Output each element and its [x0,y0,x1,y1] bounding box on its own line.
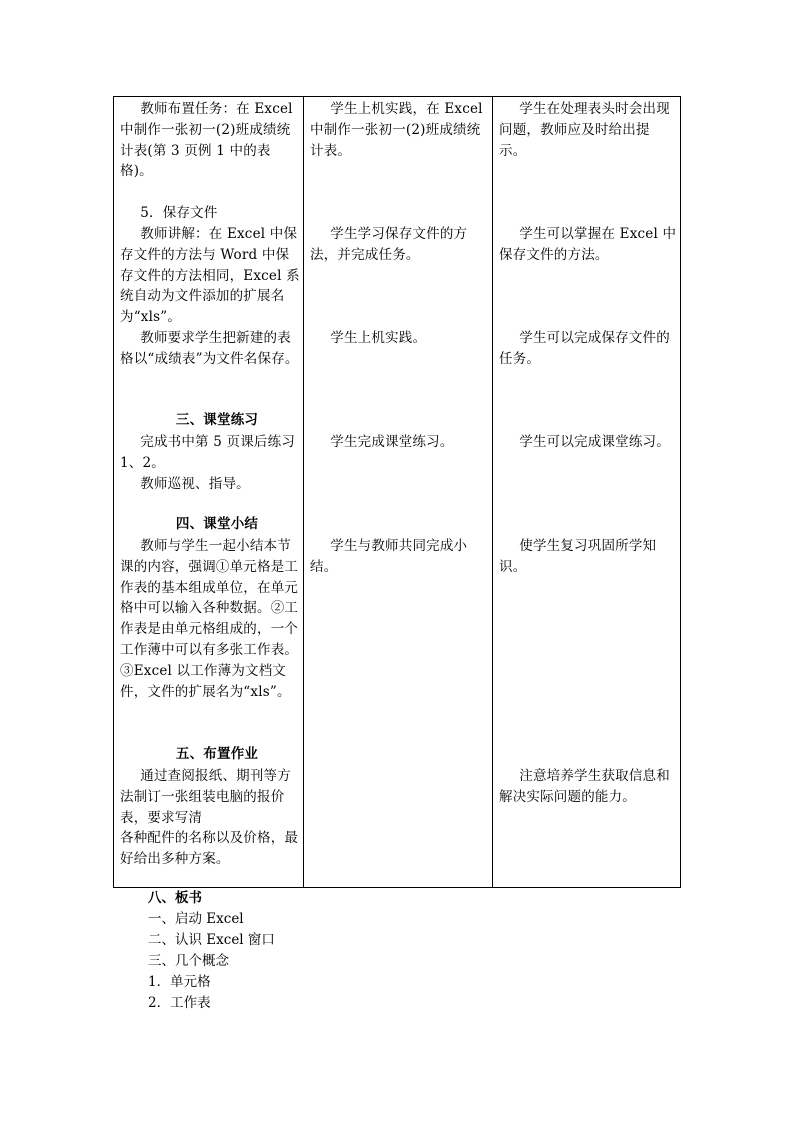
design-intent: 注意培养学生获取信息和解决实际问题的能力。 [499,768,670,805]
design-intent: 学生在处理表头时会出现问题，教师应及时给出提示。 [499,101,670,159]
teacher-activity: 各种配件的名称以及价格，最好给出多种方案。 [120,830,299,867]
design-intent: 学生可以掌握在 Excel 中保存文件的方法。 [499,226,677,263]
student-activity: 学生上机实践，在 Excel 中制作一张初一(2)班成绩统计表。 [310,101,483,159]
teacher-activity: 教师布置任务：在 Excel 中制作一张初一(2)班成绩统计表(第 3 页例 1 中的表格)。 [120,101,293,180]
board-item: 1．单元格 [148,974,211,990]
column-divider [303,97,304,887]
section-heading: 四、课堂小结 [175,516,259,532]
design-intent: 学生可以完成课堂练习。 [519,434,670,450]
student-activity: 学生上机实践。 [330,330,427,346]
teacher-activity: 教师巡视、指导。 [140,476,250,492]
column-divider [492,97,493,887]
design-intent: 使学生复习巩固所学知识。 [499,538,657,575]
board-item: 2．工作表 [148,995,211,1011]
teacher-activity: 完成书中第 5 页课后练习 1、2。 [120,434,296,471]
board-heading: 八、板书 [148,890,202,906]
section-heading: 三、课堂练习 [175,412,259,428]
teacher-activity: 通过查阅报纸、期刊等方法制订一张组装电脑的报价表，要求写清 [120,768,291,826]
student-activity: 学生完成课堂练习。 [330,434,454,450]
lesson-table [113,96,681,888]
teacher-activity: 教师要求学生把新建的表格以“成绩表”为文件名保存。 [120,330,299,367]
teacher-activity-heading: 5．保存文件 [140,205,218,221]
board-item: 二、认识 Excel 窗口 [148,932,275,948]
design-intent: 学生可以完成保存文件的任务。 [499,330,670,367]
board-item: 三、几个概念 [148,953,229,969]
teacher-activity: 教师与学生一起小结本节课的内容，强调①单元格是工作表的基本组成单位，在单元格中可以输入各种数据。②工作表是由单元格组成的，一个工作薄中可以有多张工作表。③Excel 以工作薄为文档文件，文件的扩展名为“xls”。 [120,538,299,700]
student-activity: 学生与教师共同完成小结。 [310,538,468,575]
board-item: 一、启动 Excel [148,911,244,927]
teacher-activity: 教师讲解：在 Excel 中保存文件的方法与 Word 中保存文件的方法相同，Excel 系统自动为文件添加的扩展名为“xls”。 [120,226,300,326]
student-activity: 学生学习保存文件的方法，并完成任务。 [310,226,468,263]
section-heading: 五、布置作业 [175,746,259,762]
